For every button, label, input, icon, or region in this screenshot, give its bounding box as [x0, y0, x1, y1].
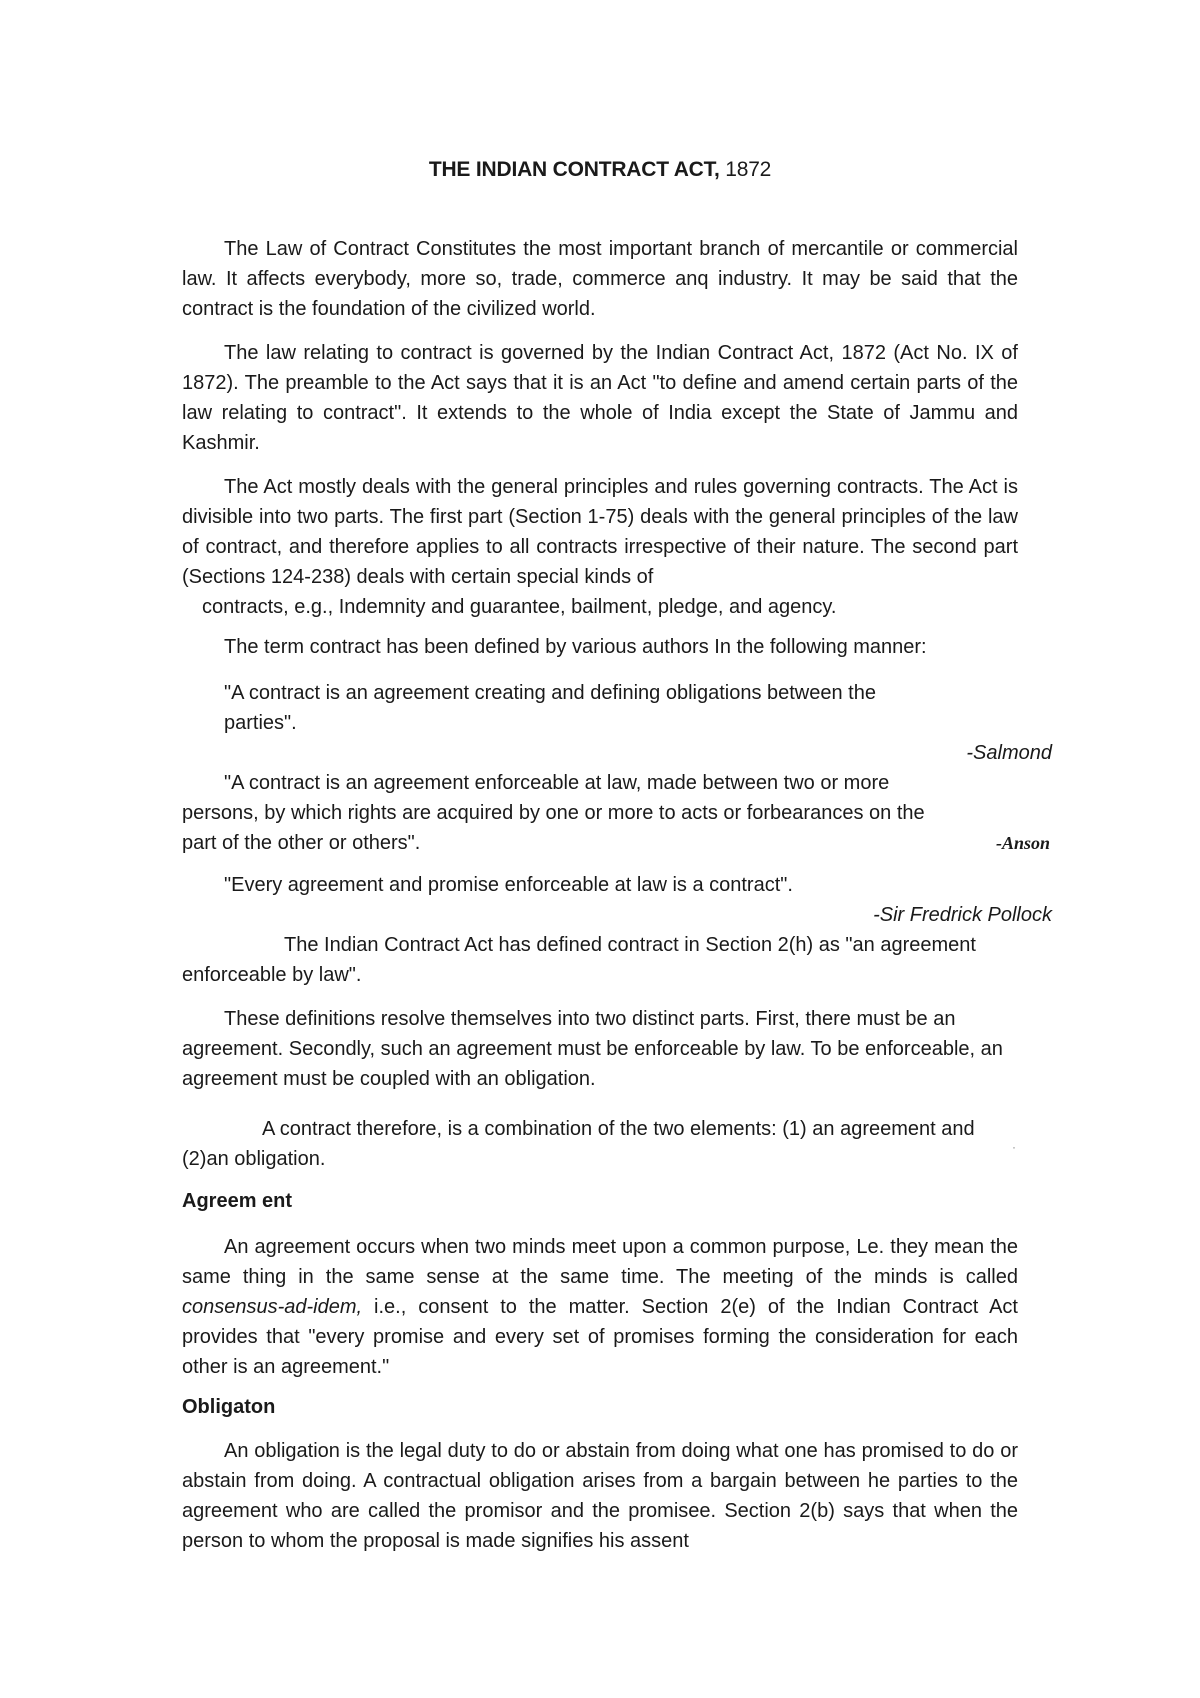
document-title [0, 158, 1200, 182]
paragraph-obligation: An obligation is the legal duty to do or abstain from doing what one has promised to do or abstain from doing. A contractual obligation arises from a bargain between he parties to the agreement who are called the promisor and the promisee. Section 2(b) says that when the person to whom the proposal is made signifies his assent [182, 1440, 1018, 1552]
paragraph-section-2h-line-2: enforceable by law". [182, 964, 362, 986]
heading-obligation: Obligaton [182, 1396, 276, 1418]
heading-agreement: Agreem ent [182, 1190, 293, 1212]
paragraph-section-2h-line-1: The Indian Contract Act has defined contract in Section 2(h) as "an agreement [284, 934, 976, 956]
term-consensus-ad-idem: consensus-ad-idem, [182, 1296, 363, 1318]
title-text: THE INDIAN CONTRACT ACT, [428, 158, 720, 181]
author-salmond: -Salmond [966, 742, 1052, 764]
author-pollock: -Sir Fredrick Pollock [873, 904, 1052, 926]
author-anson: -Anson [995, 833, 1050, 853]
quote-anson-line-2: persons, by which rights are acquired by one or more to acts or forbearances on the [182, 802, 925, 824]
paragraph-agreement-part-2: i.e., consent to the matter. Section 2(e) of the Indian Contract Act provides that "every promise and every set of promises forming the consideration for each other is an agreement." [182, 1296, 1018, 1378]
paragraph-definitions-intro: The term contract has been defined by various authors In the following manner: [224, 636, 927, 658]
paragraph-act-parts: The Act mostly deals with the general principles and rules governing contracts. The Act is divisible into two parts. The first part (Section 1-75) deals with the general principles of the law of contract, and therefore applies to all contracts irrespective of their nature. The second part (Sections 124-238) deals with certain special kinds of [182, 476, 1018, 588]
paragraph-elements-line-2: (2)an obligation. [182, 1148, 326, 1170]
paragraph-elements-line-1: A contract therefore, is a combination of the two elements: (1) an agreement and [262, 1118, 975, 1140]
paragraph-governing-law: The law relating to contract is governed by the Indian Contract Act, 1872 (Act No. IX of 1872). The preamble to the Act says that it is an Act "to define and amend certain parts of the law relating to contract". It extends to the whole of India except the State of Jammu and Kashmir. [182, 342, 1018, 454]
quote-salmond-line-1: "A contract is an agreement creating and defining obligations between the [224, 682, 876, 704]
paragraph-agreement [182, 1232, 1018, 1382]
stray-mark: · [1012, 1140, 1016, 1154]
quote-pollock: "Every agreement and promise enforceable at law is a contract". [224, 874, 793, 896]
paragraph-act-parts-last-line: contracts, e.g., Indemnity and guarantee, bailment, pledge, and agency. [202, 596, 837, 618]
quote-salmond-line-2: parties". [224, 712, 297, 734]
quote-anson-line-1: "A contract is an agreement enforceable at law, made between two or more [224, 772, 890, 794]
paragraph-intro: The Law of Contract Constitutes the most important branch of mercantile or commercial law. It affects everybody, more so, trade, commerce anq industry. It may be said that the contract is the foundation of the civilized world. [182, 238, 1018, 320]
quote-anson-line-3: part of the other or others". [182, 832, 421, 854]
title-year: 1872 [725, 158, 772, 181]
paragraph-agreement-part-1: An agreement occurs when two minds meet upon a common purpose, Le. they mean the same thing in the same sense at the same time. The meeting of the minds is called [182, 1236, 1018, 1288]
paragraph-two-parts: These definitions resolve themselves into two distinct parts. First, there must be an agreement. Secondly, such an agreement must be enforceable by law. To be enforceable, an agreement must be coupled with an obligation. [182, 1008, 1003, 1090]
